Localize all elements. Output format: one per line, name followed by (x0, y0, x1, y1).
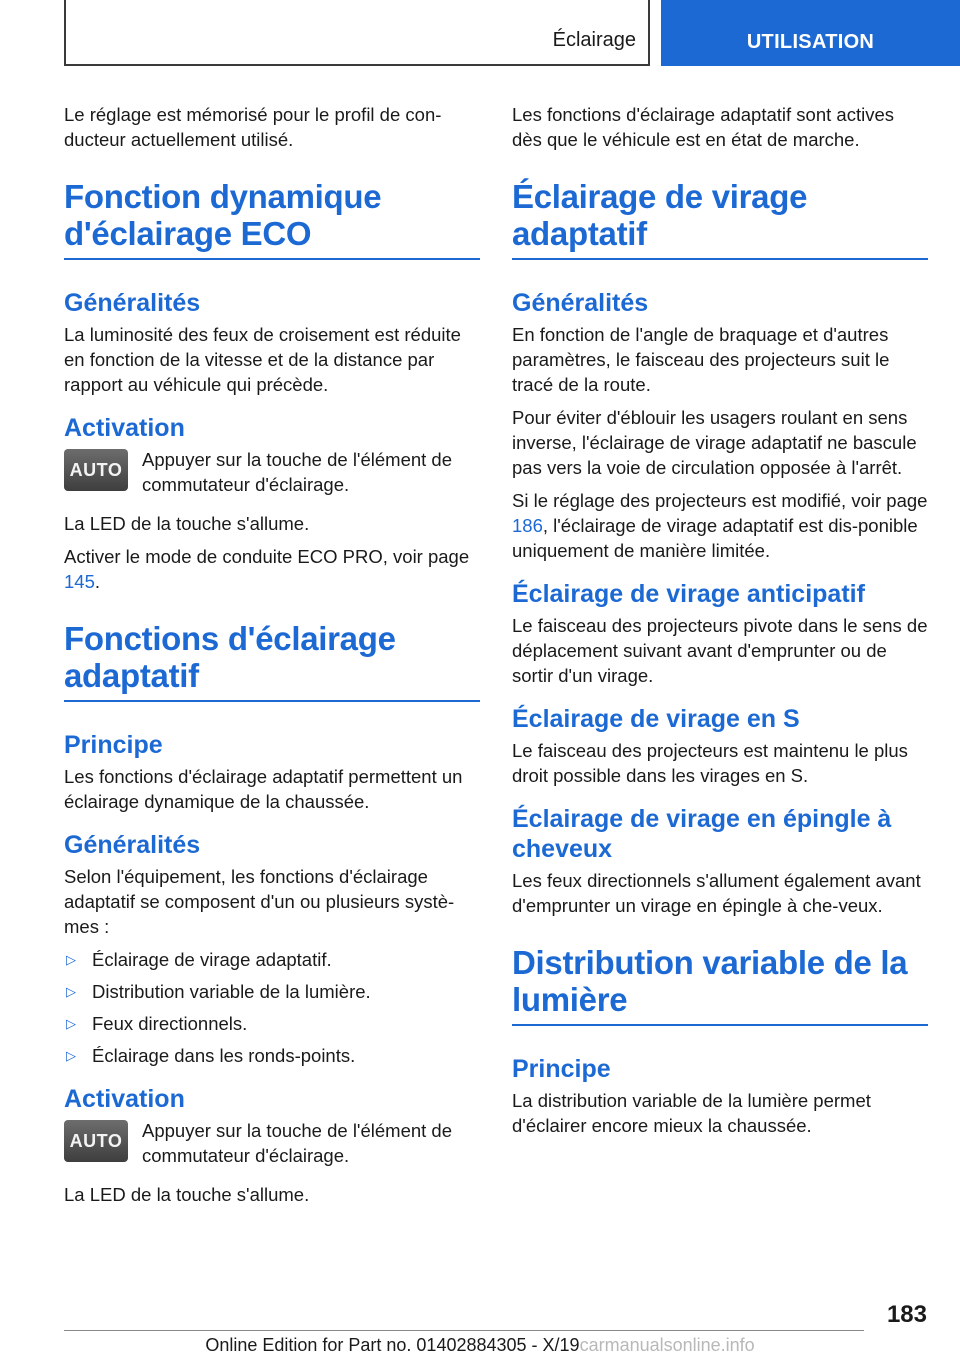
footer-divider (64, 1330, 864, 1331)
curve-p2: Pour éviter d'éblouir les usagers roulant en sens inverse, l'éclairage de virage adaptatif ne bascule pas vers la voie de circulation opposée à l'arrêt. (512, 407, 917, 478)
eco-led-text: La LED de la touche s'allume. (64, 513, 310, 534)
page-link-145[interactable]: 145 (64, 571, 95, 592)
eco-general-text: La luminosité des feux de croisement est réduite en fonction de la vitesse et de la distance par rapport au véhicule qui précède. (64, 324, 461, 395)
eco-pro-text: Activer le mode de conduite ECO PRO, voir page 145. (64, 546, 470, 592)
chapter-tab (64, 0, 650, 66)
section-tab: UTILISATION (661, 0, 960, 66)
eco-activation-row (64, 447, 480, 497)
hairpin-text: Les feux directionnels s'allument également avant d'emprunter un virage en épingle à che‐veux. (512, 870, 921, 916)
anticipatory-heading: Éclairage de virage anticipatif (512, 580, 865, 608)
page-link-186[interactable]: 186 (512, 515, 543, 536)
right-intro-paragraph: Les fonctions d'éclairage adaptatif sont actives dès que le véhicule est en état de marche. (512, 104, 894, 150)
adaptive-activation-row (64, 1118, 480, 1168)
footer-text: Online Edition for Part no. 01402884305 - X/19 (205, 1335, 580, 1355)
curve-p1: En fonction de l'angle de braquage et d'autres paramètres, le faisceau des projecteurs suit le tracé de la route. (512, 324, 890, 395)
adaptive-activation-heading: Activation (64, 1085, 185, 1113)
auto-button-icon: AUTO (64, 1120, 128, 1162)
list-item: ▷ Éclairage de virage adaptatif. (66, 949, 332, 970)
adaptive-title: Fonctions d'éclairage adaptatif (64, 620, 480, 702)
left-column (64, 102, 480, 1215)
anticipatory-text: Le faisceau des projecteurs pivote dans le sens de déplacement suivant avant d'emprunter ou de sortir d'un virage. (512, 615, 928, 686)
triangle-bullet-icon: ▷ (66, 984, 76, 999)
triangle-bullet-icon: ▷ (66, 1016, 76, 1031)
s-curve-text: Le faisceau des projecteurs est maintenu le plus droit possible dans les virages en S. (512, 740, 908, 786)
list-item: ▷ Éclairage dans les ronds-points. (66, 1045, 356, 1066)
list-item: ▷ Distribution variable de la lumière. (66, 981, 371, 1002)
footer (0, 1335, 960, 1356)
adaptive-principle-heading: Principe (64, 731, 163, 759)
page-header (0, 0, 960, 66)
chapter-title: Éclairage (552, 29, 636, 51)
adaptive-systems-list (64, 947, 480, 1068)
eco-activation-text: Appuyer sur la touche de l'élément de commutateur d'éclairage. (142, 449, 453, 495)
eco-general-heading: Généralités (64, 289, 201, 317)
adaptive-led-text: La LED de la touche s'allume. (64, 1184, 310, 1205)
hairpin-heading: Éclairage de virage en épingle à cheveux (512, 805, 892, 863)
distribution-principle-heading: Principe (512, 1055, 611, 1083)
eco-title: Fonction dynamique d'éclairage ECO (64, 178, 480, 260)
adaptive-general-text: Selon l'équipement, les fonctions d'éclairage adaptatif se composent d'un ou plusieurs systè‐mes : (64, 866, 455, 937)
triangle-bullet-icon: ▷ (66, 952, 76, 967)
curve-general-heading: Généralités (512, 289, 649, 317)
page-number: 183 (886, 1301, 927, 1328)
eco-activation-heading: Activation (64, 414, 185, 442)
adaptive-activation-text: Appuyer sur la touche de l'élément de commutateur d'éclairage. (142, 1120, 453, 1166)
s-curve-heading: Éclairage de virage en S (512, 705, 800, 733)
curve-p3: Si le réglage des projecteurs est modifié, voir page 186, l'éclairage de virage adaptatif est dis‐ponible uniquement de manière limitée. (512, 490, 928, 561)
distribution-title: Distribution variable de la lumière (512, 944, 928, 1026)
adaptive-general-heading: Généralités (64, 831, 201, 859)
right-column (512, 102, 928, 1146)
intro-paragraph: Le réglage est mémorisé pour le profil de con‐ducteur actuellement utilisé. (64, 104, 442, 150)
triangle-bullet-icon: ▷ (66, 1048, 76, 1063)
auto-button-icon: AUTO (64, 449, 128, 491)
list-item: ▷ Feux directionnels. (66, 1013, 248, 1034)
watermark: carmanualsonline.info (579, 1335, 755, 1355)
distribution-principle-text: La distribution variable de la lumière permet d'éclairer encore mieux la chaussée. (512, 1090, 871, 1136)
curve-title: Éclairage de virage adaptatif (512, 178, 928, 260)
adaptive-principle-text: Les fonctions d'éclairage adaptatif permettent un éclairage dynamique de la chaussée. (64, 766, 463, 812)
